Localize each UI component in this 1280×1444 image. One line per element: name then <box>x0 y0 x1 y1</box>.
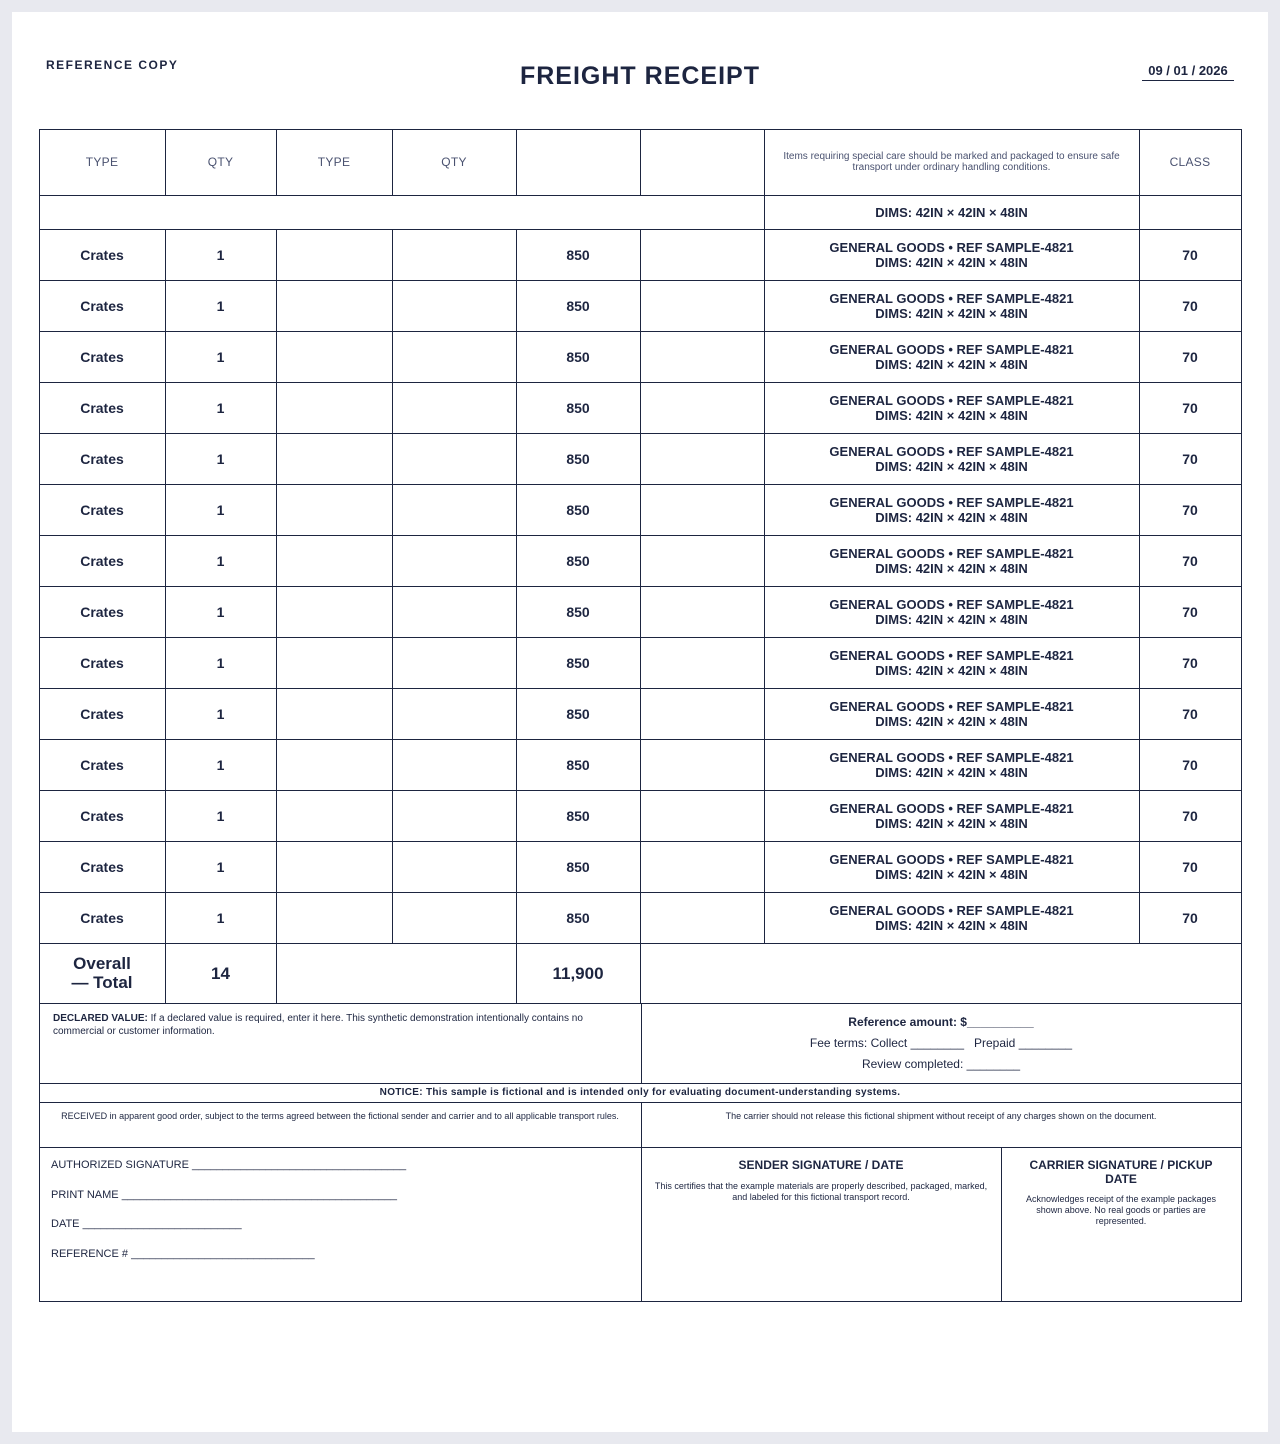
row-description-line1: GENERAL GOODS • REF SAMPLE-4821 <box>829 290 1074 306</box>
row-description <box>764 229 1139 280</box>
row-description-line2: DIMS: 42IN × 42IN × 48IN <box>875 560 1028 576</box>
row-type: Crates <box>80 603 124 620</box>
row-qty: 1 <box>216 501 225 518</box>
row-type: Crates <box>80 858 124 875</box>
row-class: 70 <box>1182 246 1198 263</box>
received-terms: RECEIVED in apparent good order, subject to the terms agreed between the fictional sender and carrier and to all applicable transport rules. <box>61 1111 619 1121</box>
row-description <box>764 382 1139 433</box>
row-class: 70 <box>1182 348 1198 365</box>
row-description-line2: DIMS: 42IN × 42IN × 48IN <box>875 356 1028 372</box>
declared-value-text <box>53 1012 623 1038</box>
column-header-4: QTY <box>441 155 467 169</box>
row-class: 70 <box>1182 909 1198 926</box>
row-class: 70 <box>1182 450 1198 467</box>
sender-signature-text: This certifies that the example materials are properly described, packaged, marked, and labeled for this fictional transport record. <box>654 1181 988 1202</box>
row-class: 70 <box>1182 858 1198 875</box>
row-description <box>764 586 1139 637</box>
total-weight: 11,900 <box>552 963 604 983</box>
row-weight: 850 <box>566 501 590 518</box>
row-type: Crates <box>80 807 124 824</box>
row-class: 70 <box>1182 399 1198 416</box>
row-description-line1: GENERAL GOODS • REF SAMPLE-4821 <box>829 749 1074 765</box>
rule-vertical <box>276 943 277 1004</box>
row-qty: 1 <box>216 552 225 569</box>
rule-vertical <box>276 229 277 944</box>
row-type: Crates <box>80 297 124 314</box>
document-date: 09 / 01 / 2026 <box>1142 63 1234 81</box>
column-header-1: TYPE <box>85 155 119 169</box>
reference-amount: Reference amount: $__________ <box>848 1015 1034 1029</box>
row-description <box>764 841 1139 892</box>
row-qty: 1 <box>216 348 225 365</box>
row-description-line1: GENERAL GOODS • REF SAMPLE-4821 <box>829 698 1074 714</box>
row-description-line2: DIMS: 42IN × 42IN × 48IN <box>875 509 1028 525</box>
row-description <box>764 688 1139 739</box>
document-title: FREIGHT RECEIPT <box>519 62 760 90</box>
column-header-2: QTY <box>207 155 234 169</box>
row-type: Crates <box>80 654 124 671</box>
row-description-line2: DIMS: 42IN × 42IN × 48IN <box>875 611 1028 627</box>
row-qty: 1 <box>216 297 225 314</box>
total-qty: 14 <box>211 963 230 983</box>
row-description-line1: GENERAL GOODS • REF SAMPLE-4821 <box>829 392 1074 408</box>
notice-label: NOTICE: <box>379 1087 423 1098</box>
row-type: Crates <box>80 552 124 569</box>
rule-vertical <box>1139 195 1140 230</box>
reference-copy-label: REFERENCE COPY <box>46 58 179 72</box>
rule-vertical <box>640 943 641 1004</box>
row-qty: 1 <box>216 246 225 263</box>
row-description <box>764 331 1139 382</box>
row-qty: 1 <box>216 807 225 824</box>
row-description-line1: GENERAL GOODS • REF SAMPLE-4821 <box>829 494 1074 510</box>
row-class: 70 <box>1182 501 1198 518</box>
print-name-line[interactable]: PRINT NAME _____________________________________________ <box>51 1189 397 1201</box>
fee-terms: Fee terms: Collect ________ Prepaid ________ <box>809 1036 1073 1050</box>
row-class: 70 <box>1182 603 1198 620</box>
row-description <box>764 280 1139 331</box>
carrier-signature-text: Acknowledges receipt of the example packages shown above. No real goods or parties are represented. <box>1025 1194 1217 1226</box>
row-weight: 850 <box>566 705 590 722</box>
row-type: Crates <box>80 909 124 926</box>
row-class: 70 <box>1182 552 1198 569</box>
row-weight: 850 <box>566 654 590 671</box>
column-header-6 <box>640 129 764 195</box>
row-description-line1: GENERAL GOODS • REF SAMPLE-4821 <box>829 851 1074 867</box>
notice-text <box>39 1087 1241 1098</box>
row-description <box>764 484 1139 535</box>
row-qty: 1 <box>216 399 225 416</box>
row-weight: 850 <box>566 399 590 416</box>
notice-body: This sample is fictional and is intended only for evaluating document-understanding systems. <box>425 1087 901 1098</box>
row-description-line2: DIMS: 42IN × 42IN × 48IN <box>875 407 1028 423</box>
row-description-line2: DIMS: 42IN × 42IN × 48IN <box>875 764 1028 780</box>
row-description-line1: GENERAL GOODS • REF SAMPLE-4821 <box>829 341 1074 357</box>
row-weight: 850 <box>566 552 590 569</box>
row-qty: 1 <box>216 603 225 620</box>
row-class: 70 <box>1182 654 1198 671</box>
row-description-line1: GENERAL GOODS • REF SAMPLE-4821 <box>829 443 1074 459</box>
date-line[interactable]: DATE __________________________ <box>51 1218 242 1230</box>
row-description-line2: DIMS: 42IN × 42IN × 48IN <box>875 458 1028 474</box>
carrier-release-note: The carrier should not release this fictional shipment without receipt of any charges shown on the document. <box>725 1111 1157 1121</box>
row-description <box>764 433 1139 484</box>
row-class: 70 <box>1182 807 1198 824</box>
carrier-signature-title: CARRIER SIGNATURE / PICKUP DATE <box>1029 1158 1213 1186</box>
row-weight: 850 <box>566 603 590 620</box>
row-weight: 850 <box>566 756 590 773</box>
row-description-line1: GENERAL GOODS • REF SAMPLE-4821 <box>829 596 1074 612</box>
row-class: 70 <box>1182 705 1198 722</box>
total-label <box>39 943 165 1003</box>
row-weight: 850 <box>566 807 590 824</box>
row-weight: 850 <box>566 858 590 875</box>
sender-signature-title: SENDER SIGNATURE / DATE <box>738 1158 904 1172</box>
row-class: 70 <box>1182 297 1198 314</box>
review-completed: Review completed: ________ <box>861 1057 1021 1071</box>
row-weight: 850 <box>566 450 590 467</box>
column-header-5 <box>516 129 640 195</box>
declared-value-label: DECLARED VALUE: <box>53 1013 148 1024</box>
row-qty: 1 <box>216 909 225 926</box>
row-description-line2: DIMS: 42IN × 42IN × 48IN <box>875 254 1028 270</box>
rule-vertical <box>1241 129 1242 1302</box>
rule-vertical <box>641 1102 642 1148</box>
row-type: Crates <box>80 501 124 518</box>
row-description-line1: GENERAL GOODS • REF SAMPLE-4821 <box>829 545 1074 561</box>
row-qty: 1 <box>216 756 225 773</box>
row-description <box>764 535 1139 586</box>
row-weight: 850 <box>566 348 590 365</box>
row-description-line1: GENERAL GOODS • REF SAMPLE-4821 <box>829 800 1074 816</box>
column-header-7: Items requiring special care should be marked and packaged to ensure safe transport under ordinary handling conditions. <box>783 151 1120 173</box>
row-type: Crates <box>80 756 124 773</box>
row-qty: 1 <box>216 450 225 467</box>
row-description-line1: GENERAL GOODS • REF SAMPLE-4821 <box>829 647 1074 663</box>
row-description <box>764 892 1139 943</box>
column-header-8: CLASS <box>1169 155 1211 169</box>
row-description-line2: DIMS: 42IN × 42IN × 48IN <box>875 917 1028 933</box>
rule-vertical <box>392 229 393 944</box>
row-description-line2: DIMS: 42IN × 42IN × 48IN <box>875 662 1028 678</box>
row-description <box>764 637 1139 688</box>
row-qty: 1 <box>216 858 225 875</box>
total-label-line2: — Total <box>71 973 133 992</box>
total-label-line1: Overall <box>73 954 131 973</box>
authorized-signature-line[interactable]: AUTHORIZED SIGNATURE ___________________________________ <box>51 1159 407 1171</box>
row-weight: 850 <box>566 909 590 926</box>
row-description-line1: GENERAL GOODS • REF SAMPLE-4821 <box>829 239 1074 255</box>
row-qty: 1 <box>216 705 225 722</box>
row-description-line1: GENERAL GOODS • REF SAMPLE-4821 <box>829 902 1074 918</box>
reference-number-line[interactable]: REFERENCE # ______________________________ <box>51 1248 315 1260</box>
declared-value-body: If a declared value is required, enter it here. This synthetic demonstration intentionally contains no commercial or customer information. <box>53 1013 583 1037</box>
row-type: Crates <box>80 450 124 467</box>
row-weight: 850 <box>566 246 590 263</box>
row-description-line2: DIMS: 42IN × 42IN × 48IN <box>875 866 1028 882</box>
row-description-line2: DIMS: 42IN × 42IN × 48IN <box>875 305 1028 321</box>
row-type: Crates <box>80 348 124 365</box>
row-weight: 850 <box>566 297 590 314</box>
row-description-line2: DIMS: 42IN × 42IN × 48IN <box>875 815 1028 831</box>
row-qty: 1 <box>216 654 225 671</box>
row-class: 70 <box>1182 756 1198 773</box>
row-description <box>764 790 1139 841</box>
column-header-3: TYPE <box>317 155 351 169</box>
row-type: Crates <box>80 399 124 416</box>
rule-vertical <box>640 229 641 944</box>
row-description-line2: DIMS: 42IN × 42IN × 48IN <box>875 713 1028 729</box>
dims-header: DIMS: 42IN × 42IN × 48IN <box>875 204 1028 220</box>
row-type: Crates <box>80 246 124 263</box>
row-type: Crates <box>80 705 124 722</box>
row-description <box>764 739 1139 790</box>
